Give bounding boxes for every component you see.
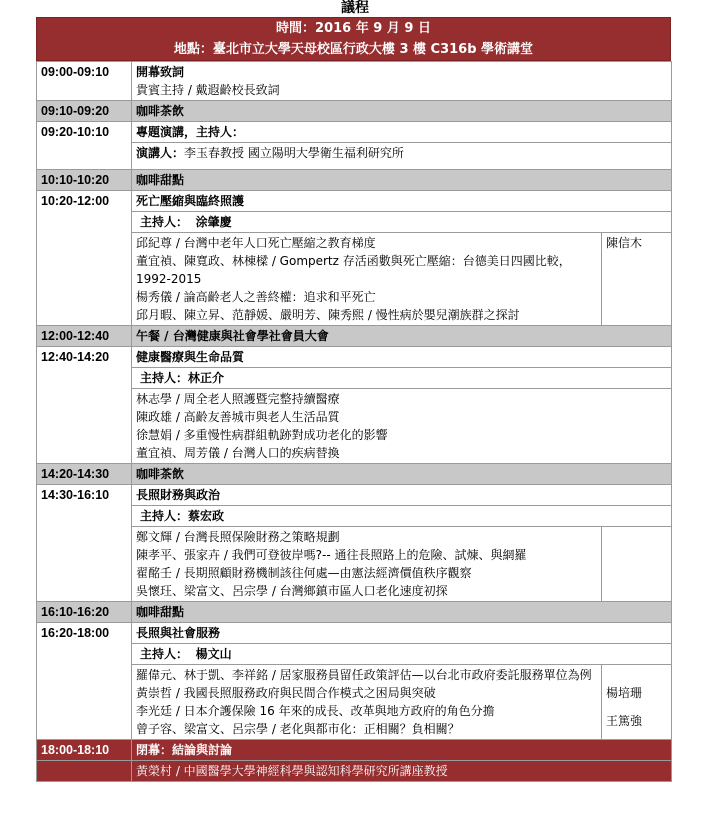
- table-row: [37, 233, 672, 326]
- chair-name: 涂肇慶: [195, 215, 232, 229]
- table-row: [37, 485, 672, 506]
- papers-cell: [132, 233, 602, 326]
- table-row: [37, 527, 672, 602]
- time-slot: 09:20-10:10: [37, 122, 132, 143]
- session-detail: 貴賓主持 / 戴遐齡校長致詞: [136, 83, 280, 97]
- chair-name: 林正介: [188, 371, 225, 385]
- table-row: [37, 644, 672, 665]
- chair-cell: [132, 644, 672, 665]
- banner-date: 時間：2016 年 9 月 9 日: [276, 21, 431, 36]
- chair-cell: [132, 212, 672, 233]
- paper-item: 楊秀儀 / 論高齡老人之善終權：追求和平死亡: [136, 290, 376, 304]
- commentator: 王篤強: [606, 714, 643, 728]
- page-title: 議程: [341, 0, 369, 16]
- time-slot: 09:10-09:20: [37, 101, 132, 122]
- paper-item: 李光廷 / 日本介護保險 16 年來的成長、改革與地方政府的角色分擔: [136, 704, 495, 718]
- break-label: 咖啡甜點: [132, 170, 672, 191]
- time-slot: 12:40-14:20: [37, 347, 132, 368]
- table-row: [37, 326, 672, 347]
- agenda-table: [36, 61, 672, 782]
- papers-cell: [132, 665, 602, 740]
- table-row: [37, 464, 672, 485]
- chair-name: 楊文山: [195, 647, 232, 661]
- time-slot: 16:10-16:20: [37, 602, 132, 623]
- paper-item: 董宜禎、陳寬政、林棟樑 / Gompertz 存活函數與死亡壓縮：台德美日四國比較，1992-2015: [136, 254, 571, 286]
- chair-name: 蔡宏政: [188, 509, 225, 523]
- table-row: [37, 170, 672, 191]
- speaker-name: 李玉春教授 國立陽明大學衛生福利研究所: [184, 146, 404, 160]
- speaker-label: 演講人：: [136, 146, 185, 160]
- table-row: [37, 665, 672, 740]
- break-label: 午餐 / 台灣健康與社會學社會員大會: [132, 326, 672, 347]
- table-row: [37, 347, 672, 368]
- chair-cell: [132, 506, 672, 527]
- time-slot: 10:20-12:00: [37, 191, 132, 212]
- table-row: [37, 143, 672, 170]
- chair-label: 主持人：: [140, 647, 189, 661]
- paper-item: 邱紀尊 / 台灣中老年人口死亡壓縮之教育梯度: [136, 236, 376, 250]
- session-detail: 黃榮村 / 中國醫學大學神經科學與認知科學研究所講座教授: [132, 761, 672, 782]
- session-title: 專題演講，主持人：: [132, 122, 672, 143]
- table-row: [37, 740, 672, 761]
- paper-item: 林志學 / 周全老人照護暨完整持續醫療: [136, 392, 340, 406]
- session-title: 長照財務與政治: [132, 485, 672, 506]
- papers-cell: [132, 527, 602, 602]
- table-row: [37, 122, 672, 143]
- table-row: [37, 623, 672, 644]
- session-title: 健康醫療與生命品質: [132, 347, 672, 368]
- session-title: 閉幕：結論與討論: [132, 740, 672, 761]
- banner-venue: 地點：臺北市立大學天母校區行政大樓 3 樓 C316b 學術講堂: [173, 42, 534, 57]
- table-row: [37, 191, 672, 212]
- speaker-cell: [132, 143, 672, 170]
- paper-item: 董宜禎、周芳儀 / 台灣人口的疾病替換: [136, 446, 340, 460]
- paper-item: 鄭文輝 / 台灣長照保險財務之策略規劃: [136, 530, 340, 544]
- paper-item: 陳政雄 / 高齡友善城市與老人生活品質: [136, 410, 340, 424]
- table-row: [37, 506, 672, 527]
- paper-item: 翟酩壬 / 長期照顧財務機制該往何處—由憲法經濟價值秩序觀察: [136, 566, 472, 580]
- session-cell: [132, 62, 672, 101]
- chair-label: 主持人：: [140, 371, 189, 385]
- table-row: [37, 368, 672, 389]
- chair-label: 主持人：: [140, 509, 189, 523]
- break-label: 咖啡茶飲: [132, 464, 672, 485]
- table-row: [37, 761, 672, 782]
- session-title: 死亡壓縮與臨終照護: [132, 191, 672, 212]
- paper-item: 羅偉元、林于凱、李祥銘 / 居家服務員留任政策評估—以台北市政府委託服務單位為例: [136, 668, 592, 682]
- break-label: 咖啡茶飲: [132, 101, 672, 122]
- paper-item: 吳懷玨、梁富文、呂宗學 / 台灣鄉鎮市區人口老化速度初探: [136, 584, 448, 598]
- break-label: 咖啡甜點: [132, 602, 672, 623]
- time-slot: 12:00-12:40: [37, 326, 132, 347]
- commentator-cell: [602, 665, 672, 740]
- table-row: [37, 62, 672, 101]
- paper-item: 曾子容、梁富文、呂宗學 / 老化與都市化：正相關？負相關？: [136, 722, 460, 736]
- commentator: 陳信木: [602, 233, 672, 326]
- papers-cell: [132, 389, 672, 464]
- time-slot: 09:00-09:10: [37, 62, 132, 101]
- time-slot: 14:20-14:30: [37, 464, 132, 485]
- paper-item: 黃崇哲 / 我國長照服務政府與民間合作模式之困局與突破: [136, 686, 436, 700]
- chair-label: 主持人：: [140, 215, 189, 229]
- time-slot: 10:10-10:20: [37, 170, 132, 191]
- commentator: 楊培珊: [606, 686, 643, 700]
- session-title: 開幕致詞: [136, 65, 185, 79]
- time-slot: 18:00-18:10: [37, 740, 132, 761]
- time-slot: 16:20-18:00: [37, 623, 132, 644]
- session-title: 長照與社會服務: [132, 623, 672, 644]
- table-row: [37, 101, 672, 122]
- paper-item: 徐慧娟 / 多重慢性病群組軌跡對成功老化的影響: [136, 428, 388, 442]
- agenda-banner: [36, 17, 671, 61]
- table-row: [37, 212, 672, 233]
- time-slot: 14:30-16:10: [37, 485, 132, 506]
- chair-cell: [132, 368, 672, 389]
- paper-item: 邱月暇、陳立昇、范靜媛、嚴明芳、陳秀熙 / 慢性病於嬰兒潮族群之探討: [136, 308, 520, 322]
- table-row: [37, 389, 672, 464]
- paper-item: 陳孝平、張家卉 / 我們可登彼岸嗎?-- 通往長照路上的危險、試煉、與網羅: [136, 548, 527, 562]
- table-row: [37, 602, 672, 623]
